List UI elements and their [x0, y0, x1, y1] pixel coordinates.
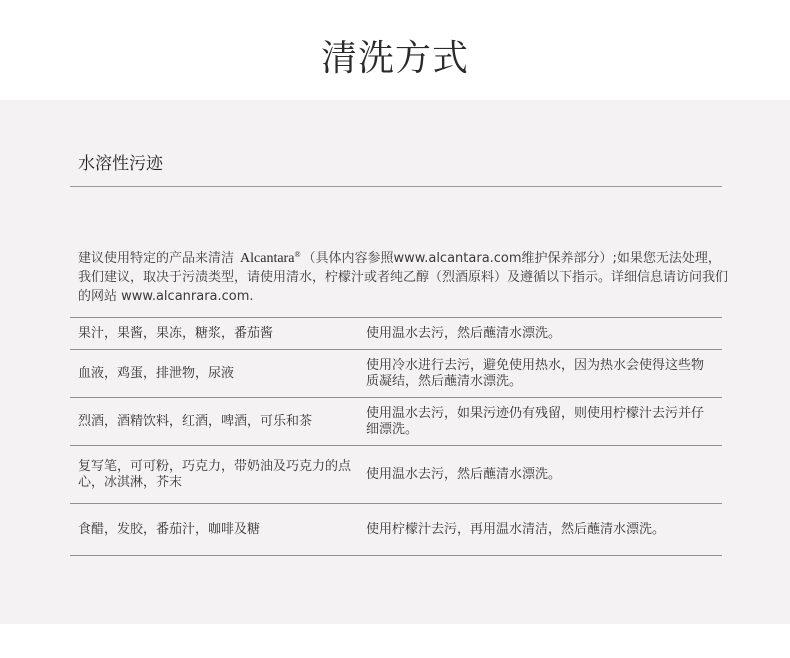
brand-name-text: Alcantara: [240, 251, 295, 266]
stain-cell: 烈酒，酒精饮料，红酒，啤酒，可乐和茶: [78, 413, 313, 429]
intro-text-rest: （具体内容参照www.alcantara.com维护保养部分）;如果您无法处理，我们建议，取决于污渍类型，请使用清水，柠檬汁或者纯乙醇（烈酒原料）及遵循以下指示。详细信息请访问我们的网站 www.alcanrara.com.: [78, 251, 729, 304]
table-row: [70, 504, 722, 556]
content-panel: [0, 100, 790, 624]
method-cell: 使用温水去污，然后蘸清水漂洗。: [366, 466, 562, 482]
intro-paragraph: [78, 245, 728, 306]
table-row: [70, 350, 722, 398]
method-cell: 使用柠檬汁去污，再用温水清洁，然后蘸清水漂洗。: [366, 521, 666, 537]
method-cell: 使用冷水进行去污，避免使用热水，因为热水会使得这些物质凝结，然后蘸清水漂洗。: [366, 357, 705, 389]
table-row: [70, 398, 722, 446]
section-title: 水溶性污迹: [78, 154, 163, 174]
brand-name: [240, 251, 301, 266]
section-divider: [70, 186, 722, 187]
stain-cell: 食醋，发胶，番茄汁，咖啡及糖: [78, 521, 261, 537]
stain-cell: 血液，鸡蛋，排泄物，尿液: [78, 365, 235, 381]
intro-text-lead: 建议使用特定的产品来清洁: [78, 251, 235, 266]
page-title: 清洗方式: [320, 38, 469, 79]
method-cell: 使用温水去污，如果污迹仍有残留，则使用柠檬汁去污并仔细漂洗。: [366, 405, 705, 437]
method-cell: 使用温水去污，然后蘸清水漂洗。: [366, 325, 562, 341]
registered-mark: ®: [294, 250, 301, 259]
table-row: [70, 317, 722, 350]
stain-cell: 果汁，果酱，果冻，糖浆，番茄酱: [78, 325, 274, 341]
stain-cell: 复写笔，可可粉，巧克力，带奶油及巧克力的点心，冰淇淋，芥末: [78, 458, 352, 490]
cleaning-table: [70, 317, 722, 556]
table-row: [70, 446, 722, 504]
